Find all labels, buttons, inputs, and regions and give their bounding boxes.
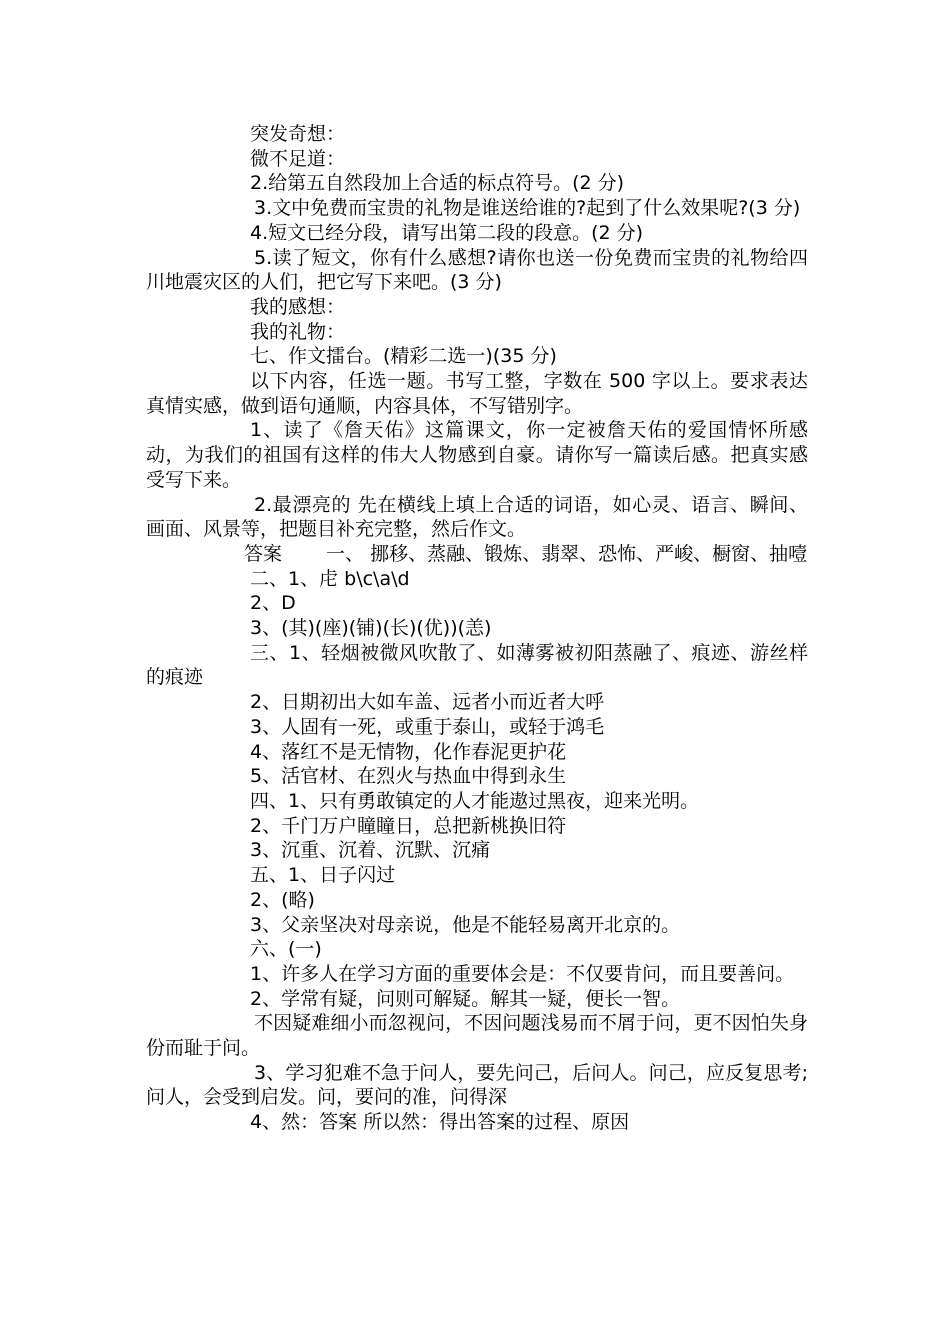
answer-2-2: 2、D bbox=[250, 592, 296, 615]
answer-4-2: 2、千门万户瞳瞳日，总把新桃换旧符 bbox=[250, 814, 567, 837]
answer-4-1: 四、1、只有勇敢镇定的人才能遨过黑夜，迎来光明。 bbox=[250, 789, 700, 812]
answer-3-4: 4、落红不是无情物，化作春泥更护花 bbox=[250, 740, 567, 763]
answer-6-2-cont: 不因疑难细小而忽视问，不因问题浅易而不屑于问，更不因怕失身份而耻于问。 bbox=[146, 1012, 808, 1060]
question-5: 5.读了短文，你有什么感想?请你也送一份免费而宝贵的礼物给四川地震灾区的人们，把它写下来吧。(3 分) bbox=[146, 246, 808, 294]
question-3: 3.文中免费而宝贵的礼物是谁送给谁的?起到了什么效果呢?(3 分) bbox=[254, 197, 801, 220]
answer-6-1: 1、许多人在学习方面的重要体会是：不仅要肯问，而且要善问。 bbox=[250, 962, 795, 985]
answer-5-2: 2、(略) bbox=[250, 888, 315, 911]
answers-section-1: 答案 一、 挪移、蒸融、锻炼、翡翠、恐怖、严峻、橱窗、抽噎 bbox=[244, 542, 808, 565]
answer-5-3: 3、父亲坚决对母亲说，他是不能轻易离开北京的。 bbox=[250, 913, 681, 936]
essay-option-2: 2.最漂亮的 先在横线上填上合适的词语，如心灵、语言、瞬间、画面、风景等，把题目补充完整，然后作文。 bbox=[146, 493, 808, 541]
answer-6-3: 3、学习犯难不急于问人，要先问己，后问人。问己，应反复思考;问人，会受到启发。问，要问的准，问得深 bbox=[146, 1061, 808, 1109]
my-gift-label: 我的礼物： bbox=[250, 320, 346, 343]
answer-5-1: 五、1、日子闪过 bbox=[250, 864, 396, 887]
my-thoughts-label: 我的感想： bbox=[250, 295, 346, 318]
answer-2-3: 3、(其)(座)(铺)(长)(优))(恙) bbox=[250, 617, 492, 640]
answer-6-4: 4、然：答案 所以然：得出答案的过程、原因 bbox=[250, 1111, 630, 1134]
answer-3-5: 5、活官材、在烈火与热血中得到永生 bbox=[250, 765, 567, 788]
answer-6-2: 2、学常有疑，问则可解疑。解其一疑，便长一智。 bbox=[250, 987, 681, 1010]
essay-instructions: 以下内容，任选一题。书写工整，字数在 500 字以上。要求表达真情实感，做到语句通顺，内容具体，不写错别字。 bbox=[146, 370, 808, 417]
text-line-1: 突发奇想： bbox=[250, 123, 346, 145]
answer-2-1: 二、1、虍 b\c\a\d bbox=[250, 567, 410, 590]
document-body bbox=[146, 122, 808, 1135]
question-4: 4.短文已经分段，请写出第二段的段意。(2 分) bbox=[250, 221, 644, 244]
answer-4-3: 3、沉重、沉着、沉默、沉痛 bbox=[250, 839, 491, 862]
question-2: 2.给第五自然段加上合适的标点符号。(2 分) bbox=[250, 172, 625, 195]
text-line-2: 微不足道： bbox=[250, 147, 346, 170]
section-7-heading: 七、作文擂台。(精彩二选一)(35 分) bbox=[250, 345, 557, 368]
answer-3-3: 3、人固有一死，或重于泰山，或轻于鸿毛 bbox=[250, 715, 605, 738]
answer-3-1: 三、1、轻烟被微风吹散了、如薄雾被初阳蒸融了、痕迹、游丝样的痕迹 bbox=[146, 641, 808, 689]
answer-6-heading: 六、(一) bbox=[250, 938, 322, 961]
essay-option-1: 1、读了《詹天佑》这篇课文，你一定被詹天佑的爱国情怀所感动，为我们的祖国有这样的伟大人物感到自豪。请你写一篇读后感。把真实感受写下来。 bbox=[146, 419, 808, 491]
answer-3-2: 2、日期初出大如车盖、远者小而近者大呼 bbox=[250, 691, 605, 714]
